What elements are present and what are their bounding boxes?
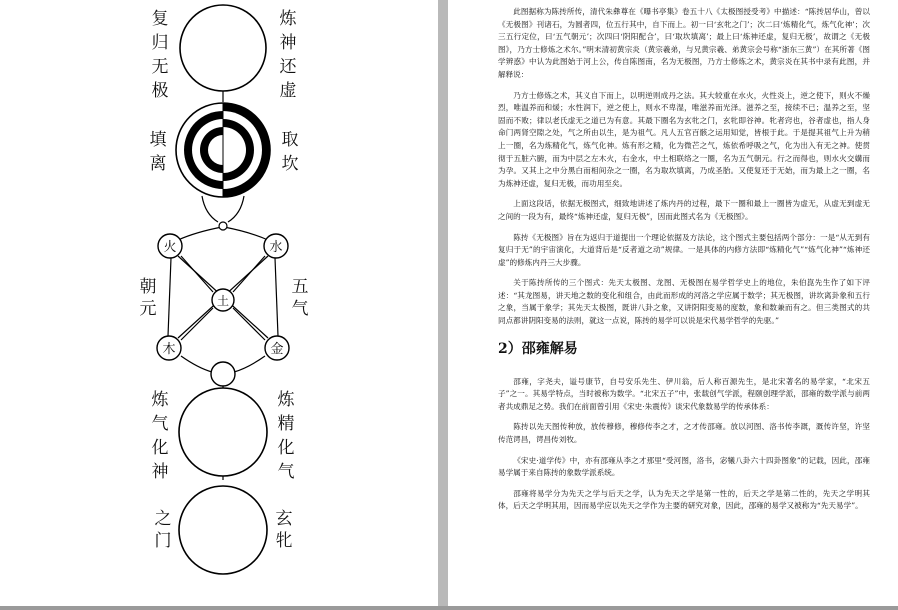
connector-line [234, 356, 265, 372]
label-char: 炼 [151, 390, 169, 410]
small-node [219, 222, 227, 230]
page-gutter [438, 0, 448, 606]
label-char: 门 [154, 531, 172, 551]
paragraph-8: 《宋史·道学传》中，亦有邵雍从李之才那里“受河图，洛书，宓犧八卦六十四卦图象”的记载，因此，邵雍易学属于来自陈抟的象数学派系统。 [498, 455, 870, 478]
right-page [448, 0, 898, 606]
connector-line [233, 308, 265, 340]
node-water [264, 234, 288, 258]
wuji-diagram [0, 0, 438, 606]
left-page [0, 0, 438, 606]
paragraph-3: 上面这段话，依据无极图式，细致地讲述了炼内丹的过程，最下一圈和最上一圈皆为虚无，从虚无到虚无之间的一段为有，最终“炼神还虚，复归无极”，因而此图式名为《无极图》。 [498, 199, 870, 221]
node-wood [157, 336, 181, 360]
label-char: 化 [151, 438, 169, 458]
paragraph-5: 关于陈抟所传的三个图式：先天太极图、龙图、无极图在易学哲学史上的地位，朱伯崑先生作了如下评述：“其龙图易，讲天地之数的变化和组合，由此而形成的河洛之学应属于数学；其无极图，讲坎离卦象和五行之象，当属于象学；其先天太极图，既讲八卦之象，又讲阴阳变易的度数，象和数兼而有之。但三类图式的共同点都讲阴阳变易的法则，就这一点说，陈抟的易学可以说是宋代易学哲学的先驱。” [498, 278, 870, 326]
label-char: 气 [277, 462, 295, 482]
label-char: 离 [149, 154, 167, 174]
section-heading: 2）邵雍解易 [498, 340, 578, 357]
label-char: 虚 [279, 81, 297, 101]
label-char: 归 [151, 33, 169, 53]
label-char: 气 [291, 299, 309, 319]
connector-line [202, 196, 218, 222]
label-char: 炼 [277, 390, 295, 410]
lower-circle [179, 388, 267, 476]
node-earth [212, 289, 234, 311]
connector-line [181, 308, 213, 340]
label-xuanpin [276, 509, 293, 551]
water-label: 水 [269, 240, 283, 255]
label-char: 取 [281, 130, 299, 150]
small-node [211, 362, 235, 386]
node-fire [158, 234, 182, 258]
label-chaoyuan [140, 277, 157, 319]
connector-line [228, 196, 244, 222]
label-char: 复 [151, 9, 169, 29]
label-char: 化 [277, 438, 295, 458]
label-char: 坎 [281, 154, 299, 174]
node-metal [265, 336, 289, 360]
bottom-circle [179, 486, 267, 574]
label-char: 玄 [275, 509, 293, 529]
quote-paragraph-2: 陈抟以先天图传种放，放传穆修，穆修传李之才，之才传邵雍。放以河图、洛书传李溉，溉传许坚，许坚传范谔昌，谔昌传刘牧。 [498, 422, 870, 445]
label-char: 神 [151, 462, 169, 482]
paragraph-6: 邵雍，字尧夫，谥号康节，自号安乐先生、伊川翁，后人称百源先生，是北宋著名的易学家，“北宋五子”之一。其易学特点，当时被称为数学。“北宋五子”中，张载创气学派，程颐创理学派，邵雍的数学派与前两者共成鼎足之势。我们在前面曾引用《宋史·朱震传》谈宋代象数易学的传承体系： [498, 376, 870, 411]
label-fugui-wuji [152, 9, 169, 101]
label-char: 朝 [139, 277, 157, 297]
earth-label: 土 [216, 294, 230, 308]
label-tianli [150, 130, 169, 174]
top-circle [180, 5, 266, 91]
paragraph-4: 陈抟《无极图》旨在为返归于道提出一个理论依据及方法论，这个图式主要包括两个部分：一是“从无到有复归于无”的宇宙演化，大道背后是“反者道之动”规律。一是具体的内修方法即“炼精化气”“炼气化神”“炼神还虚”的修炼内丹三大步骤。 [498, 232, 870, 267]
label-char: 还 [279, 57, 297, 77]
page-text [498, 6, 870, 521]
label-lianqi-huashen [152, 390, 170, 482]
label-lianshen-huanxu [280, 9, 298, 101]
wood-label: 木 [162, 342, 176, 357]
fire-label: 火 [163, 240, 177, 255]
label-char: 五 [291, 277, 309, 297]
paragraph-9: 邵雍将易学分为先天之学与后天之学，认为先天之学是第一性的，后天之学是第二性的，先天之学明其体，后天之学明其用，因而易学应以先天之学作为主要的研究对象，因此，邵雍的易学又被称为“先天易学”。 [498, 488, 870, 511]
label-char: 极 [151, 81, 169, 101]
label-zhimen [155, 509, 172, 551]
connector-line [168, 258, 171, 336]
connector-line [224, 227, 268, 240]
label-char: 无 [151, 57, 169, 77]
quote-paragraph: 乃方士修炼之术，其义自下而上，以明逆则成丹之法。其大较重在水火，火性炎上，逆之使下，则火不燥烈，唯温养而和煖；水性润下，逆之使上，则水不卑湿，唯滋养而光泽。滋养之至，接续不已；温养之至，坚固而不败；律以老氏虚无之道已为有意。其最下圈名为玄牝之门，玄牝即谷神。牝者窍也，谷者虚也，指人身命门两肾空隙之处，气之所由以生，是为祖气。凡人五官百骸之运用知觉，皆根于此。于是提其祖气上升为稍上一圈，名为炼精化气，炼气化神。炼有形之精，化为微芒之气，炼依希呼吸之气，化为出入有无之神。使贯彻于五脏六腑，而为中层之左木火，右金水，中土相联络之一圈，名为五气朝元。行之而得也，则水火交媾而为孕。又其上之中分黑白而相间杂之一圈，名为取坎填离，乃成圣胎。又使复还于无始，而为最上之一圈，名为炼神还虚，复归无极，而功用至矣。 [498, 90, 870, 188]
label-char: 填 [149, 130, 167, 150]
metal-label: 金 [270, 342, 284, 357]
label-char: 神 [279, 33, 297, 53]
label-wuqi [292, 277, 309, 319]
label-char: 之 [154, 509, 172, 529]
kan-li-circle [176, 103, 270, 197]
label-qukan [282, 130, 299, 174]
label-lianjing-huaqi [278, 390, 296, 482]
connector-line [275, 258, 278, 336]
label-char: 精 [277, 414, 295, 434]
connector-line [178, 227, 222, 240]
label-char: 牝 [275, 531, 293, 551]
label-char: 炼 [279, 9, 297, 29]
paragraph-1: 此图据称为陈抟所传，清代朱彝尊在《曝书亭集》卷五十八《太极图授受考》中描述：“陈抟居华山，曾以《无极图》刊诸石，为圆者四，位五行其中，自下而上。初一曰‘玄牝之门’；次二曰‘炼精化气，炼气化神’；次三五行定位，曰‘五气朝元’；次四曰‘阴阳配合’，曰‘取坎填离’；最上曰‘炼神还虚，复归无极’，故谓之《无极图》，乃方士修炼之术尔。”明末清初黄宗炎（黄宗羲弟，与兄黄宗羲、弟黄宗会号称“浙东三黄”）在其所著《图学辨惑》中认为此图始于河上公，传自陈图南，名为无极图，乃方士修炼之术，黄宗炎在其书中录有此图，并解释说： [498, 7, 870, 79]
label-char: 气 [151, 414, 169, 434]
connector-line [181, 356, 212, 372]
label-char: 元 [139, 299, 157, 319]
